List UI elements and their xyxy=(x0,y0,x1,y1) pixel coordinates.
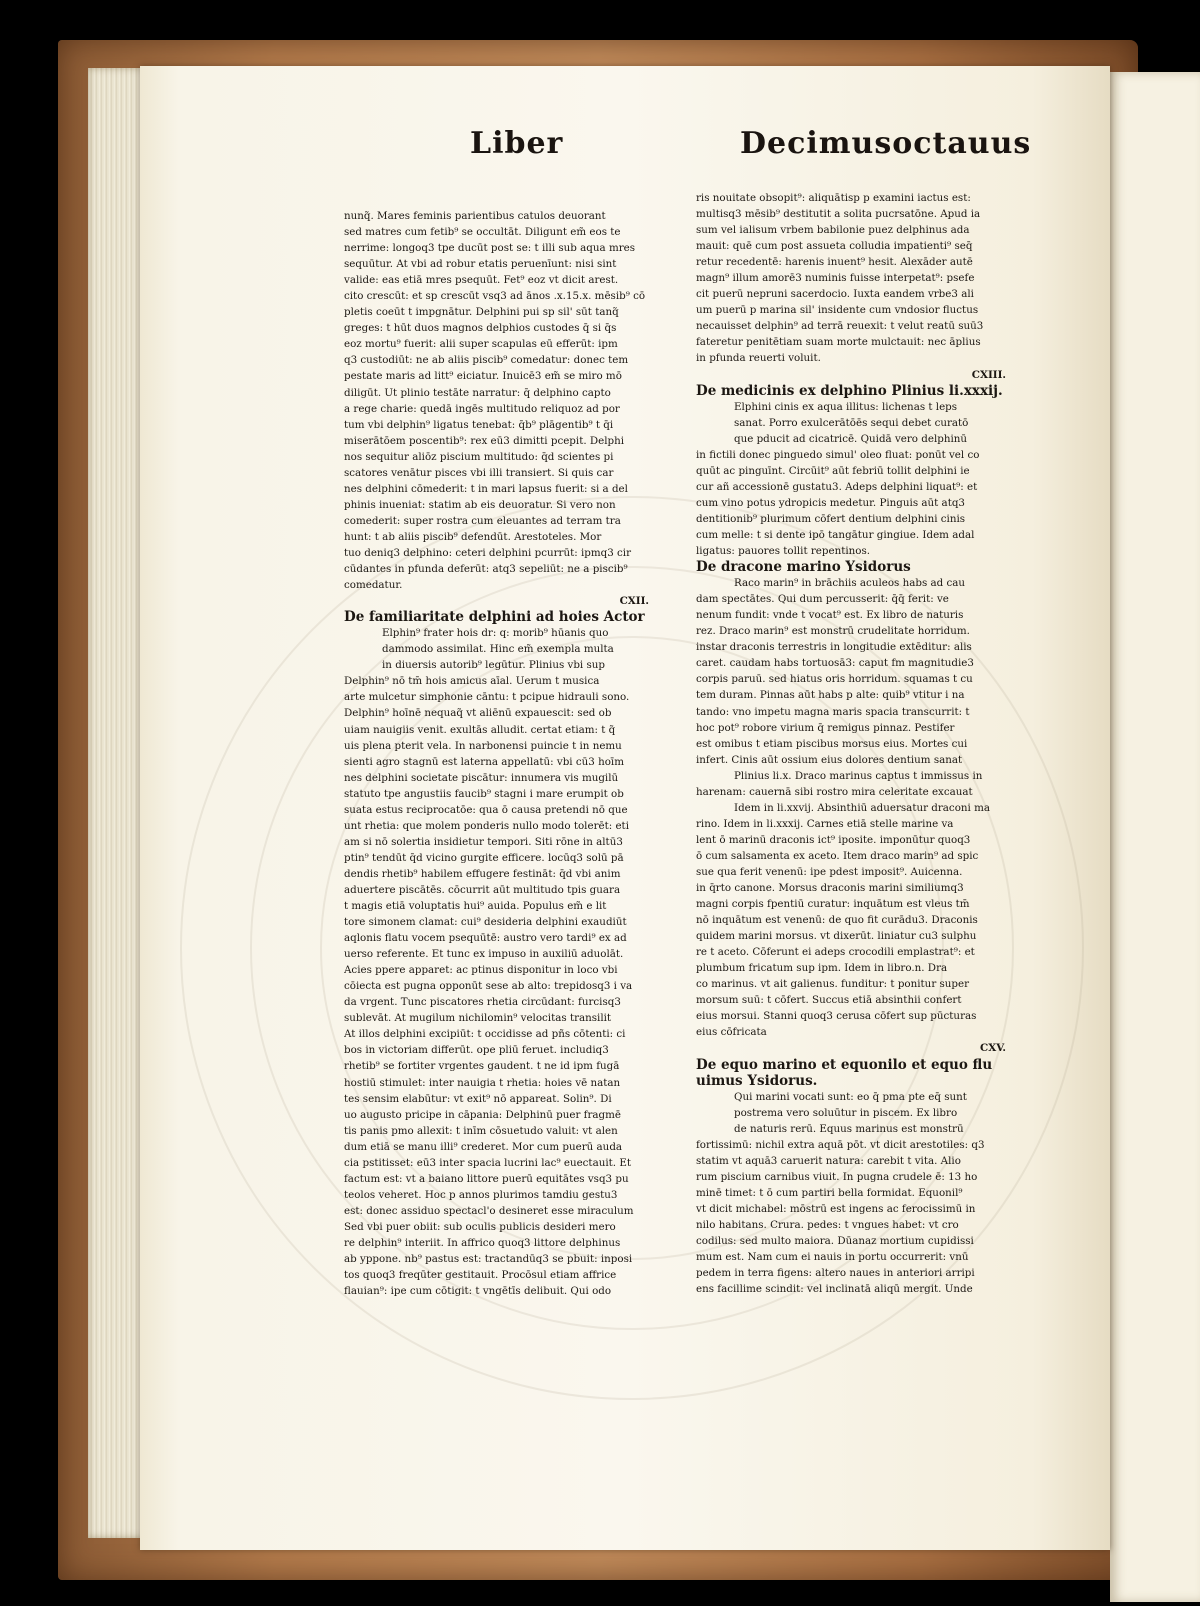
text-line: morsum suū: t cōfert. Succus etiā absinthii confert xyxy=(696,994,962,1007)
text-line: q3 custodiūt: ne ab aliis piscib⁹ comedatur: donec tem xyxy=(344,354,629,367)
text-column-right xyxy=(696,190,1036,1297)
text-line: nunq̃. Mares feminis parientibus catulos deuorant xyxy=(344,210,606,222)
running-head-left: Liber xyxy=(470,126,564,161)
text-line: magni corpis fpentiū curatur: inquātum est vleus tm̄ xyxy=(696,898,970,911)
text-line: tum vbi delphin⁹ ligatus tenebat: q̄b⁹ plāgentib⁹ t q̄i xyxy=(344,418,614,431)
text-line: eius morsui. Stanni quoq3 cerusa cōfert sup pūcturas xyxy=(696,1010,977,1023)
chapter-heading: De dracone marino Ysidorus xyxy=(696,559,911,576)
text-line: tem duram. Pinnas aūt habs p alte: quib⁹ vtitur i na xyxy=(696,689,965,702)
text-line: co marinus. vt ait galienus. funditur: t ponitur super xyxy=(696,978,970,991)
text-line: scatores venātur pisces vbi illi transiert. Si quis car xyxy=(344,466,614,479)
text-line: uo augusto pricipe in cāpania: Delphinū puer fragmē xyxy=(344,1108,621,1121)
text-line: teolos veheret. Hoc p annos plurimos tamdiu gestu3 xyxy=(344,1188,618,1201)
text-line: rhetib⁹ se fortiter vrgentes gaudent. t ne id ipm fugā xyxy=(344,1060,620,1073)
text-line: tore simonem clamat: cui⁹ desideria delphini exaudiūt xyxy=(344,916,627,929)
text-line: Sed vbi puer obiit: sub oculis publicis desideri mero xyxy=(344,1220,616,1233)
text-line: nerrime: longoq3 tpe ducūt post se: t illi sub aqua mres xyxy=(344,242,636,255)
text-line: comederit: super rostra cum eleuantes ad terram tra xyxy=(344,514,621,527)
text-line: codilus: sed multo maiora. Dūanaz mortium cupidissi xyxy=(696,1235,974,1248)
text-line: sublevāt. At mugilum nichilomin⁹ velocitas transilit xyxy=(344,1012,612,1025)
text-line: dendis rhetib⁹ habilem effugere festināt: q̄d vbi anim xyxy=(344,867,621,880)
text-line: fateretur penitētiam suam morte mulctauit: nec āplius xyxy=(696,336,981,349)
text-line: corpis paruū. sed hiatus oris horridum. squamas t cu xyxy=(696,673,973,686)
text-line: factum est: vt a baiano littore puerū equitātes vsq3 pu xyxy=(344,1172,629,1185)
text-line: cūdantes in pfunda deferūt: atq3 sepeliūt: ne a piscib⁹ xyxy=(344,563,628,576)
text-line: ris nouitate obsopit⁹: aliquātisp p examini iactus est: xyxy=(696,192,971,204)
text-line: Elphin⁹ frater hois dr: q: morib⁹ hūanis quo xyxy=(382,627,609,640)
text-line: ptin⁹ tendūt q̄d vicino gurgite efficere. locūq3 solū pā xyxy=(344,851,624,864)
text-line: in q̄rto canone. Morsus draconis marini similiumq3 xyxy=(696,882,964,895)
text-line: quidem marini morsus. vt dixerūt. liniatur cu3 sulphu xyxy=(696,930,977,943)
text-line: dammodo assimilat. Hinc em̃ exempla multa xyxy=(382,643,614,656)
chapter-heading: De equo marino et equonilo et equo flu xyxy=(696,1056,993,1073)
text-line: fortissimū: nichil extra aquā pōt. vt dicit arestotiles: q3 xyxy=(696,1138,985,1151)
text-line: greges: t hūt duos magnos delphios custodes q̄ si q̄s xyxy=(344,322,617,335)
facing-page-edge xyxy=(1110,72,1200,1602)
chapter-heading: De familiaritate delphini ad hoies Actor xyxy=(344,609,645,626)
text-line: cito crescūt: et sp crescūt vsq3 ad ānos .x.15.x. mēsib⁹ cō xyxy=(344,290,646,303)
text-line: da vrgent. Tunc piscatores rhetia circūdant: furcisq3 xyxy=(344,996,621,1009)
text-line: caret. caudam habs tortuosā3: caput fm magnitudie3 xyxy=(696,657,974,670)
text-line: sum vel ialisum vrbem babilonie puez delphinus ada xyxy=(696,224,970,237)
text-line: pedem in terra figens: altero naues in anteriori arripi xyxy=(696,1267,975,1280)
text-line: a rege charie: quedā ingēs multitudo reliquoz ad por xyxy=(344,402,620,415)
text-line: uiam nauigiis venit. exultās alludit. certat etiam: t q̃ xyxy=(344,723,616,736)
text-line: quūt ac pinguīnt. Circūit⁹ aūt febriū tollit delphini ie xyxy=(696,464,970,477)
text-line: est: donec assiduo spectacl'o desineret esse miraculum xyxy=(344,1204,634,1217)
text-line: cur añ accessionē gustatu3. Adeps delphini liquat⁹: et xyxy=(696,480,978,493)
text-line: bos in victoriam differūt. ope pliū feruet. includiq3 xyxy=(344,1044,609,1057)
text-line: sanat. Porro exulcerātōēs sequi debet curatō xyxy=(734,416,969,429)
text-line: re delphin⁹ interiit. In affrico quoq3 littore delphinus xyxy=(344,1237,621,1249)
text-line: multisq3 mēsib⁹ destitutit a solita pucrsatōne. Apud ia xyxy=(696,208,981,221)
text-line: hoc pot⁹ robore virium q̄ remigus pinnaz. Pestifer xyxy=(696,721,955,734)
text-line: aduertere piscātēs. cōcurrit aūt multitudo tpis guara xyxy=(344,883,621,896)
text-line: eius cōfricata xyxy=(696,1026,767,1039)
text-line: sue qua ferit venenū: ipe pdest imposit⁹. Auicenna. xyxy=(696,865,963,878)
text-line: Idem in li.xxvij. Absinthiū aduersatur draconi ma xyxy=(734,801,990,814)
text-line: nes delphini cōmederit: t in mari lapsus fuerit: si a del xyxy=(344,482,628,495)
chapter-number: CXIII. xyxy=(971,368,1006,381)
text-line: tuo deniq3 delphino: ceteri delphini pcurrūt: ipmq3 cir xyxy=(344,546,632,559)
text-line: minē timet: t ō cum partiri bella formidat. Equonil⁹ xyxy=(696,1186,963,1199)
text-line: postrema vero soluūtur in piscem. Ex libro xyxy=(734,1106,958,1119)
text-line: nos sequitur aliōz piscium multitudo: q̄d scientes pi xyxy=(344,450,614,463)
text-line: hostiū stimulet: inter nauigia t rhetia: hoies vē natan xyxy=(344,1076,621,1089)
text-line: dam spectātes. Qui dum percusserit: q̄q̄ ferit: ve xyxy=(696,593,949,606)
text-line: uerso referente. Et tunc ex impuso in auxiliū aduolāt. xyxy=(344,948,624,961)
text-line: unt rhetia: que molem ponderis nullo modo tolerēt: eti xyxy=(344,819,629,832)
text-line: cia pstitisset: eū3 inter spacia lucrini lac⁹ euectauit. Et xyxy=(344,1156,631,1169)
text-line: Delphin⁹ hoīnē nequaq̃ vt aliēnū expauescit: sed ob xyxy=(344,707,612,720)
text-line: rino. Idem in li.xxxij. Carnes etiā stelle marine va xyxy=(696,817,954,830)
text-line: mauit: quē cum post assueta colludia impatienti⁹ seq̄ xyxy=(696,240,973,253)
text-line: magn⁹ illum amorē3 numinis fuisse interpetat⁹: psefe xyxy=(696,272,975,285)
text-line: cum melle: t si dente ipō tangātur gingiue. Idem adal xyxy=(696,528,975,541)
text-line: cum vino potus ydropicis medetur. Pinguis aūt atq3 xyxy=(696,496,965,509)
chapter-heading: uimus Ysidorus. xyxy=(696,1072,818,1089)
text-line: valide: eas etiā mres psequūt. Fet⁹ eoz vt dicit arest. xyxy=(344,274,619,287)
text-line: flauian⁹: ipe cum cōtigit: t vngētīs delibuit. Qui odo xyxy=(344,1285,612,1298)
text-line: in diuersis autorib⁹ legūtur. Plinius vbi sup xyxy=(382,659,606,672)
text-line: re t aceto. Cōferunt ei adeps crocodili emplastrat⁹: et xyxy=(696,946,975,959)
text-line: harenam: cauernā sibi rostro mira celeritate excauat xyxy=(696,785,973,798)
text-line: eoz mortu⁹ fuerit: alii super scapulas eū efferūt: ipm xyxy=(344,338,618,351)
text-line: hunt: t ab aliis piscib⁹ defendūt. Arestoteles. Mor xyxy=(344,530,602,543)
text-line: um puerū p marina sil' insidente cum vndosior fluctus xyxy=(696,304,979,317)
text-line: cit puerū nepruni sacerdocio. Iuxta eandem vrbe3 ali xyxy=(696,288,974,301)
text-line: pestate maris ad litt⁹ eiciatur. Inuicē3 em̃ se miro mō xyxy=(344,370,622,383)
text-line: Acies ppere apparet: ac ptinus disponitur in loco vbi xyxy=(344,964,618,977)
text-line: dentitionib⁹ plurimum cōfert dentium delphini cinis xyxy=(696,512,966,525)
text-line: aqlonis flatu vocem psequūtē: austro vero tardi⁹ ex ad xyxy=(344,932,627,945)
text-line: instar draconis terrestris in longitudie extēditur: alis xyxy=(696,641,972,654)
text-line: diligūt. Ut plinio testāte narratur: q̄ delphino capto xyxy=(344,386,611,399)
text-line: arte mulcetur simphonie cāntu: t pcipue hidrauli sono. xyxy=(344,691,630,704)
text-line: Elphini cinis ex aqua illitus: lichenas t leps xyxy=(734,400,958,413)
text-line: cōiecta est pugna opponūt sese ab alto: trepidosq3 i va xyxy=(344,980,633,993)
text-line: ligatus: pauores tollit repentinos. xyxy=(696,545,871,558)
text-column-left xyxy=(344,208,679,1299)
text-line: statim vt aquā3 caruerit natura: carebit t vita. Alio xyxy=(696,1154,961,1167)
text-line: que pducit ad cicatricē. Quidā vero delphinū xyxy=(734,432,968,445)
text-line: suata estus reciprocatōe: qua ō causa pretendi nō que xyxy=(344,803,628,816)
running-head-right: Decimusoctauus xyxy=(740,126,1032,161)
text-line: miserātōem poscentib⁹: rex eū3 dimitti pcepit. Delphi xyxy=(344,434,625,447)
text-line: rez. Draco marin⁹ est monstrū crudelitate horridum. xyxy=(696,625,970,638)
text-line: sienti agro stagnū est laterna appellatū: vbi cū3 hoīm xyxy=(344,755,624,768)
text-line: sequūtur. At vbi ad robur etatis peruenīunt: nisi sint xyxy=(344,258,617,271)
text-line: dum etiā se manu illi⁹ crederet. Mor cum puerū auda xyxy=(344,1140,623,1153)
text-line: de naturis rerū. Equus marinus est monstrū xyxy=(734,1122,964,1135)
text-line: in pfunda reuerti voluit. xyxy=(696,352,821,365)
text-line: nes delphini societate piscātur: innumera vis mugilū xyxy=(344,771,619,784)
text-line: pletis coeūt t impgnātur. Delphini pui sp sil' sūt tanq̃ xyxy=(344,306,619,319)
text-line: nilo habitans. Crura. pedes: t vngues habet: vt cro xyxy=(696,1219,959,1231)
text-line: necauisset delphin⁹ ad terrā reuexit: t velut reatū suū3 xyxy=(696,320,984,333)
chapter-heading: De medicinis ex delphino Plinius li.xxxij. xyxy=(696,382,1003,399)
text-line: est omibus t etiam piscibus morsus eius. Mortes cui xyxy=(696,737,968,750)
text-line: ō cum salsamenta ex aceto. Item draco marin⁹ ad spic xyxy=(696,849,979,862)
text-line: plumbum fricatum sup ipm. Idem in libro.n. Dra xyxy=(696,962,948,975)
text-line: ab yppone. nb⁹ pastus est: tractandūq3 se pbuit: inposi xyxy=(344,1253,633,1266)
text-line: uis plena pterit vela. In narbonensi puincie t in nemu xyxy=(344,739,622,752)
text-line: am si nō solertia insidietur tempori. Siti rōne in altū3 xyxy=(344,835,623,848)
text-line: tos quoq3 freqūter gestitauit. Procōsul etiam affrice xyxy=(344,1269,617,1282)
text-line: At illos delphini excipiūt: t occidisse ad pñs cōtenti: ci xyxy=(344,1028,626,1041)
text-line: rum piscium carnibus viuit. In pugna crudele ē: 13 ho xyxy=(696,1170,978,1183)
text-line: in fictili donec pinguedo simul' oleo fluat: ponūt vel co xyxy=(696,448,980,461)
text-line: infert. Cinis aūt ossium eius dolores dentium sanat xyxy=(696,753,963,766)
text-line: statuto tpe angustiis faucib⁹ stagni i mare erumpit ob xyxy=(344,787,624,800)
text-line: tis panis pmo allexit: t inīm cōsuetudo valuit: vt alen xyxy=(344,1124,618,1137)
chapter-number: CXV. xyxy=(980,1042,1006,1055)
text-line: Plinius li.x. Draco marinus captus t immissus in xyxy=(734,769,983,782)
text-line: retur recedentē: harenis inuent⁹ hesit. Alexāder autē xyxy=(696,256,973,269)
text-line: nō inquātum est venenū: de quo fit curādu3. Draconis xyxy=(696,914,978,927)
text-line: tando: vno impetu magna maris spacia transcurrit: t xyxy=(696,705,970,718)
text-line: Qui marini vocati sunt: eo q̄ pma pte eq̄ sunt xyxy=(734,1090,967,1103)
text-line: t magis etiā voluptatis hui⁹ auida. Populus em̃ e lit xyxy=(344,900,607,913)
text-line: nenum fundit: vnde t vocat⁹ est. Ex libro de naturis xyxy=(696,609,964,622)
text-line: ens facillime scindit: vel inclinatā aliqū mergit. Unde xyxy=(696,1283,973,1296)
text-line: mum est. Nam cum ei nauis in portu occurrerit: vnū xyxy=(696,1251,969,1264)
text-line: lent ō marinū draconis ict⁹ iposite. imponūtur quoq3 xyxy=(696,833,971,846)
text-line: sed matres cum fetib⁹ se occultāt. Diligunt em̃ eos te xyxy=(344,226,621,239)
text-line: Raco marin⁹ in brāchiis aculeos habs ad cau xyxy=(734,577,966,590)
chapter-number: CXII. xyxy=(619,595,649,608)
text-line: vt dicit michabel: mōstrū est ingens ac ferocissimū in xyxy=(696,1202,976,1215)
text-line: comedatur. xyxy=(344,579,403,592)
text-line: phinis inueniat: statim ab eis deuoratur. Si vero non xyxy=(344,498,616,511)
text-line: Delphin⁹ nō tm̄ hois amicus aīal. Uerum t musica xyxy=(344,675,600,688)
text-line: tes sensim elabūtur: vt exit⁹ nō appareat. Solin⁹. Di xyxy=(344,1092,612,1105)
